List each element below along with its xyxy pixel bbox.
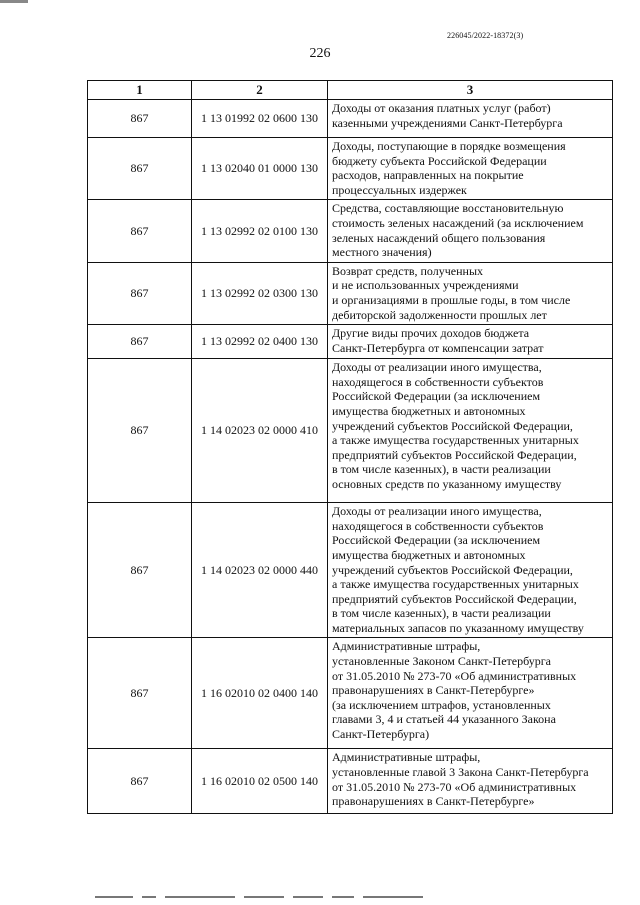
description-line: процессуальных издержек [332, 182, 467, 197]
description-line: местного значения) [332, 245, 432, 260]
description-line: учреждений субъектов Российской Федерации, [332, 418, 573, 433]
revenue-code-cell: 1 14 02023 02 0000 440 [192, 503, 328, 638]
description-line: дебиторской задолженности прошлых лет [332, 307, 547, 322]
table-row [88, 100, 613, 138]
description-line: главами 3, 4 и статьей 44 указанного Закона [332, 712, 556, 727]
table-row [88, 325, 613, 359]
description-line: казенными учреждениями Санкт-Петербурга [332, 115, 563, 130]
revenue-code-cell: 1 13 02992 02 0400 130 [192, 325, 328, 359]
description-cell [328, 100, 613, 138]
admin-code-cell: 867 [88, 100, 192, 138]
description-line: Другие виды прочих доходов бюджета [332, 326, 530, 341]
revenue-code-cell: 1 13 02992 02 0300 130 [192, 262, 328, 324]
description-line: (за исключением штрафов, установленных [332, 697, 551, 712]
column-header-3: 3 [328, 81, 613, 100]
description-line: имущества бюджетных и автономных [332, 403, 526, 418]
description-line: предприятий субъектов Российской Федерации, [332, 591, 577, 606]
revenue-code-cell: 1 13 01992 02 0600 130 [192, 100, 328, 138]
description-line: расходов, направленных на покрытие [332, 168, 524, 183]
description-line: Административные штрафы, [332, 639, 481, 654]
description-line: основных средств по указанному имуществу [332, 476, 562, 491]
table-row [88, 200, 613, 262]
revenue-code-cell: 1 13 02040 01 0000 130 [192, 138, 328, 200]
description-cell [328, 200, 613, 262]
table-row [88, 262, 613, 324]
page-number: 226 [309, 46, 331, 61]
revenue-code-cell: 1 16 02010 02 0400 140 [192, 638, 328, 749]
description-line: зеленых насаждений общего пользования [332, 230, 546, 245]
description-line: установленные Законом Санкт-Петербурга [332, 654, 551, 669]
description-line: Доходы от оказания платных услуг (работ) [332, 101, 551, 115]
description-line: учреждений субъектов Российской Федерации, [332, 562, 573, 577]
description-line: материальных запасов по указанному имуществу [332, 620, 584, 635]
table-row [88, 359, 613, 503]
description-cell [328, 503, 613, 638]
revenue-code-cell: 1 13 02992 02 0100 130 [192, 200, 328, 262]
revenue-code-cell: 1 16 02010 02 0500 140 [192, 749, 328, 814]
description-cell [328, 638, 613, 749]
description-line: а также имущества государственных унитарных [332, 433, 579, 448]
column-header-2: 2 [192, 81, 328, 100]
description-line: Средства, составляющие восстановительную [332, 201, 564, 216]
description-line: установленные главой 3 Закона Санкт-Петербурга [332, 765, 589, 780]
description-line: находящегося в собственности субъектов [332, 518, 544, 533]
column-header-1: 1 [88, 81, 192, 100]
description-cell [328, 138, 613, 200]
scan-edge-mark [0, 0, 28, 3]
description-line: и организациями в прошлые годы, в том числе [332, 292, 571, 307]
admin-code-cell: 867 [88, 200, 192, 262]
description-line: в том числе казенных), в части реализации [332, 462, 551, 477]
description-cell [328, 359, 613, 503]
description-line: Российской Федерации (за исключением [332, 533, 541, 548]
description-line: а также имущества государственных унитарных [332, 577, 579, 592]
description-line: Доходы, поступающие в порядке возмещения [332, 139, 566, 153]
admin-code-cell: 867 [88, 503, 192, 638]
description-line: находящегося в собственности субъектов [332, 374, 544, 389]
description-line: Административные штрафы, [332, 750, 481, 765]
description-line: стоимость зеленых насаждений (за исключением [332, 215, 584, 230]
admin-code-cell: 867 [88, 638, 192, 749]
description-line: Возврат средств, полученных [332, 263, 484, 278]
description-line: имущества бюджетных и автономных [332, 547, 526, 562]
description-cell [328, 262, 613, 324]
admin-code-cell: 867 [88, 262, 192, 324]
description-line: Доходы от реализации иного имущества, [332, 504, 542, 519]
description-cell [328, 749, 613, 814]
description-cell [328, 325, 613, 359]
admin-code-cell: 867 [88, 749, 192, 814]
description-line: правонарушениях в Санкт-Петербурге» [332, 683, 535, 698]
description-line: от 31.05.2010 № 273-70 «Об административных [332, 668, 577, 683]
description-line: Доходы от реализации иного имущества, [332, 360, 542, 375]
description-line: и не использованных учреждениями [332, 278, 519, 293]
table-header-row [88, 81, 613, 100]
description-line: Санкт-Петербурга от компенсации затрат [332, 340, 544, 355]
table-body [88, 100, 613, 814]
table-row [88, 749, 613, 814]
admin-code-cell: 867 [88, 138, 192, 200]
document-id: 226045/2022-18372(3) [447, 31, 524, 40]
description-line: Санкт-Петербурга) [332, 727, 430, 742]
description-line: предприятий субъектов Российской Федерации, [332, 447, 577, 462]
table-row [88, 503, 613, 638]
revenue-code-cell: 1 14 02023 02 0000 410 [192, 359, 328, 503]
revenue-codes-table [87, 80, 613, 814]
table-row [88, 638, 613, 749]
description-line: в том числе казенных), в части реализации [332, 606, 551, 621]
table-row [88, 138, 613, 200]
description-line: Российской Федерации (за исключением [332, 389, 541, 404]
admin-code-cell: 867 [88, 359, 192, 503]
description-line: от 31.05.2010 № 273-70 «Об административных [332, 779, 577, 794]
description-line: правонарушениях в Санкт-Петербурге» [332, 794, 535, 809]
description-line: бюджету субъекта Российской Федерации [332, 153, 547, 168]
scan-bottom-marks [95, 896, 615, 902]
admin-code-cell: 867 [88, 325, 192, 359]
